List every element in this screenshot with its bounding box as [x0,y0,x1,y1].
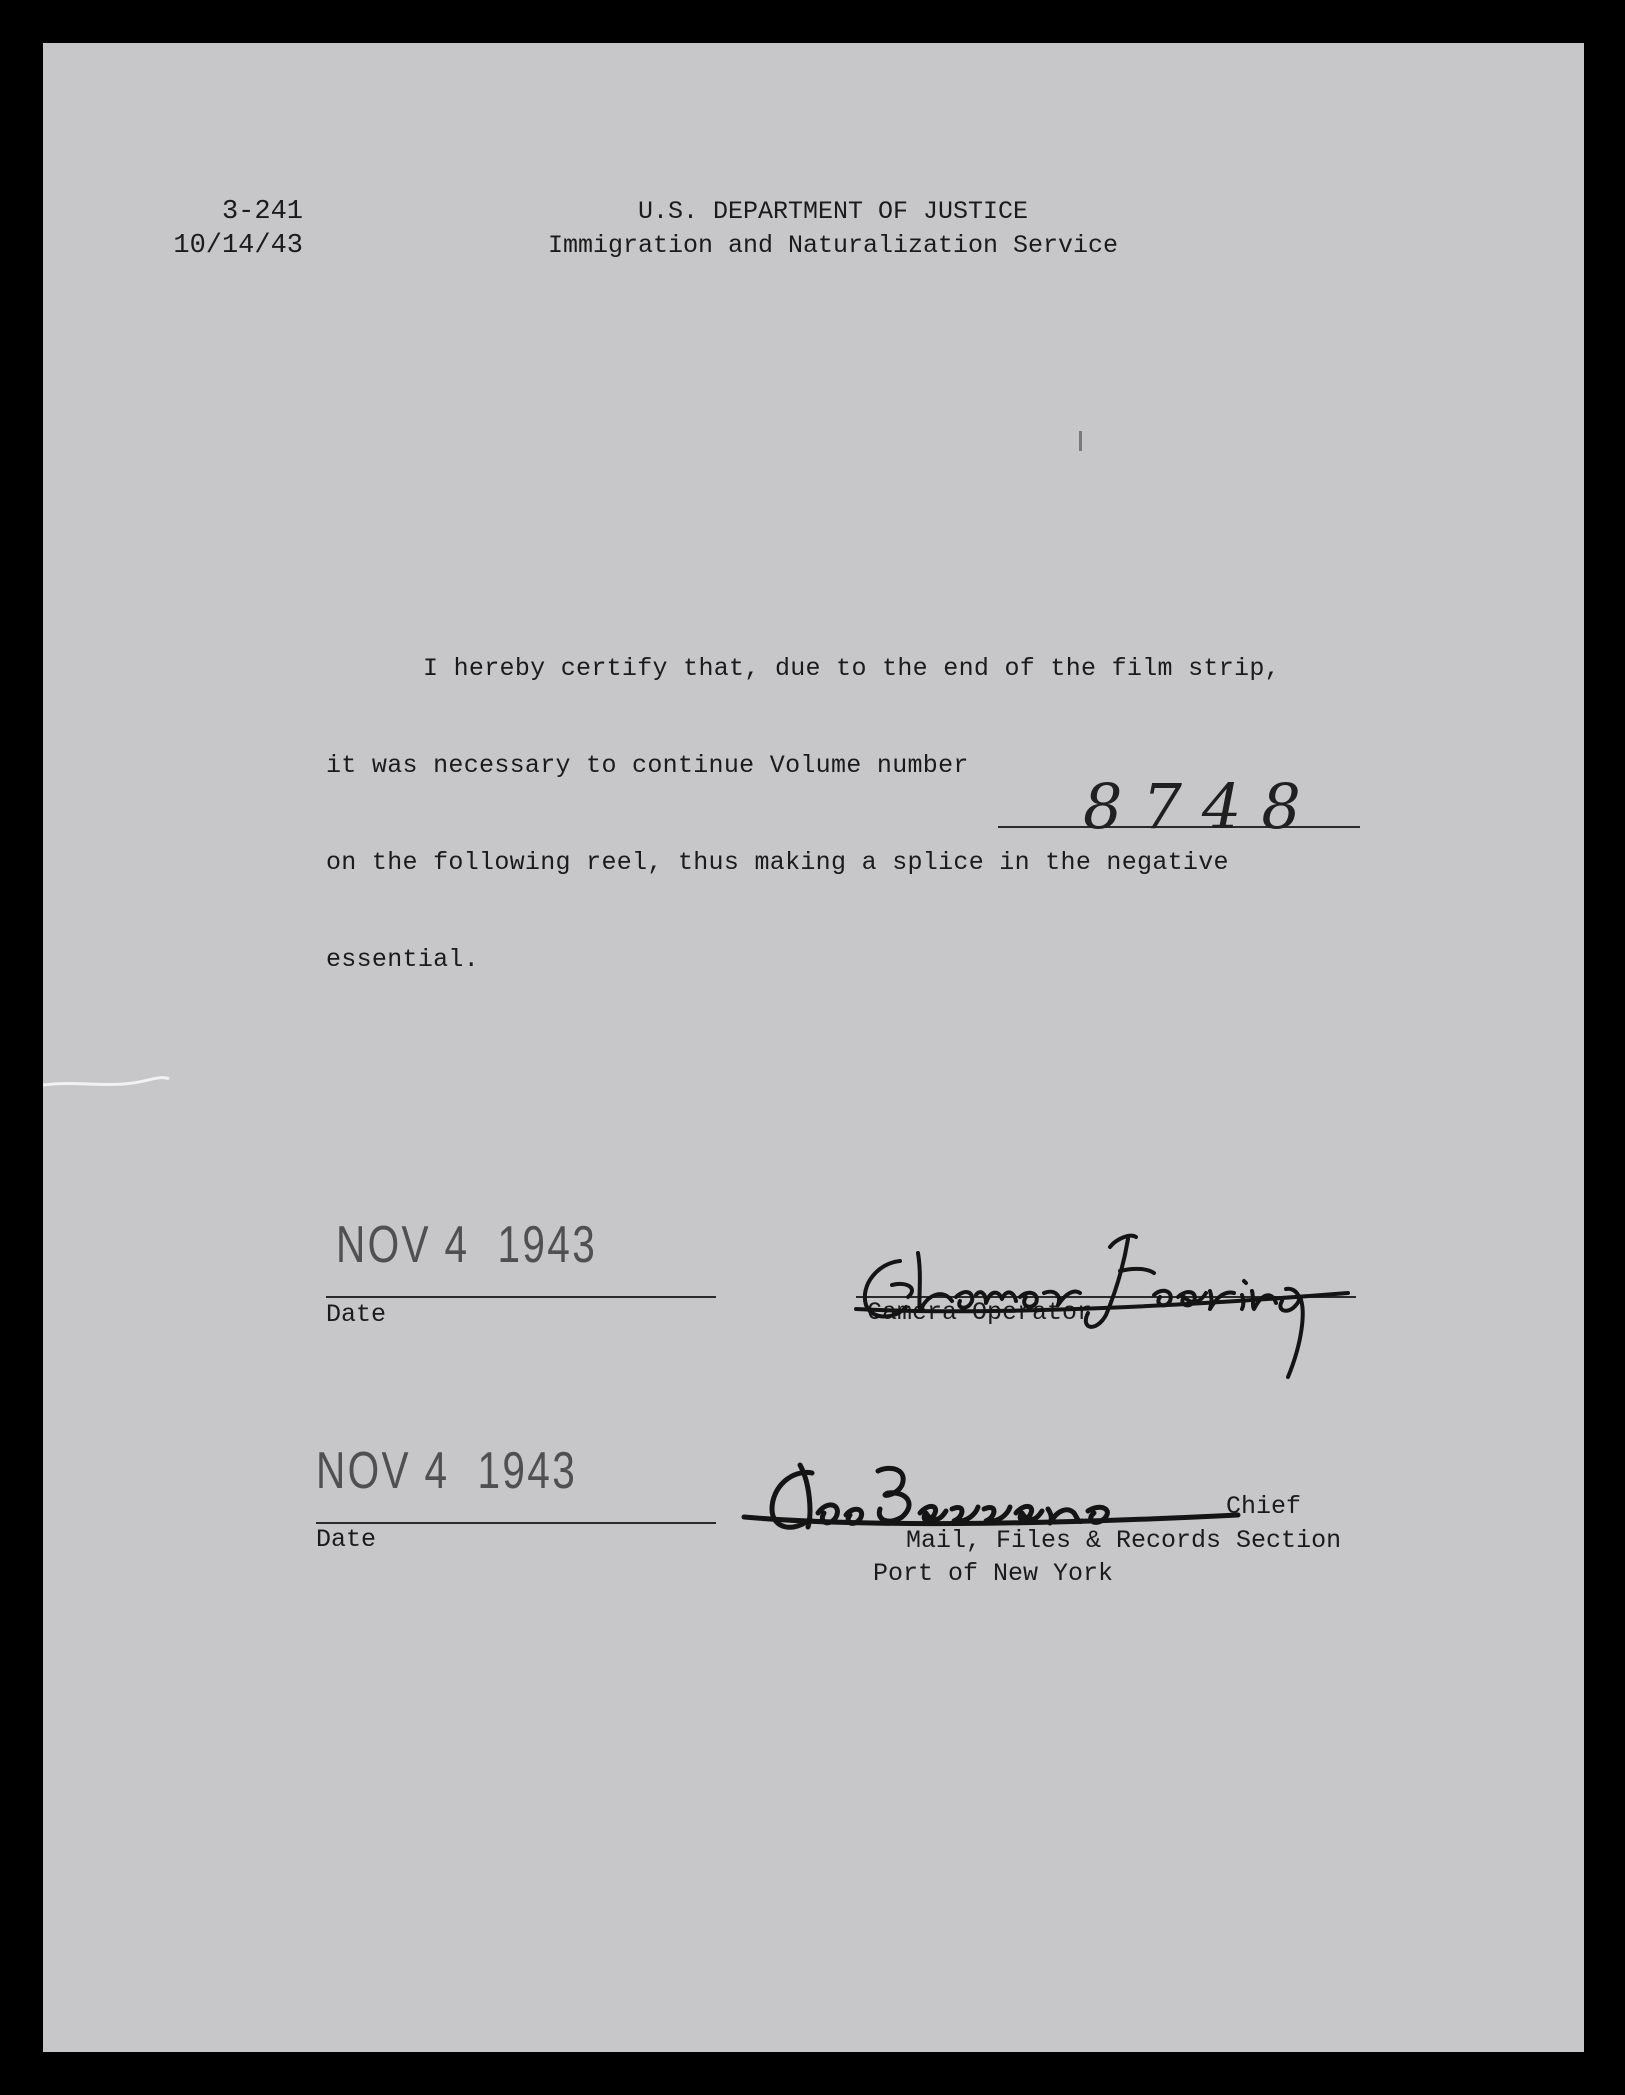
scan-artifact [43,1063,173,1103]
stamp-2-month-day: NOV 4 [316,1442,450,1500]
form-identifier [43,195,303,263]
stamp-1-year: 1943 [497,1216,598,1274]
volume-number: 8748 [1083,770,1321,843]
date-label-1: Date [326,1300,387,1329]
date-stamp-2 [316,1441,577,1501]
chief-title: Chief [1226,1492,1302,1521]
form-date: 10/14/43 [173,231,303,261]
camera-operator-label: Camera Operator [867,1298,1093,1327]
service-name: Immigration and Naturalization Service [547,231,1119,260]
form-number: 3-241 [221,197,303,227]
stamp-1-month-day: NOV 4 [336,1216,470,1274]
body-line-3: on the following reel, thus making a splice in the negative [326,848,1229,877]
date-line-2 [316,1522,716,1524]
stamp-2-year: 1943 [477,1442,578,1500]
chief-signature [738,1443,1258,1553]
body-line-4: essential. [326,945,480,974]
date-label-2: Date [316,1525,377,1554]
agency-name: U.S. DEPARTMENT OF JUSTICE [637,197,1029,226]
camera-operator-signature [848,1193,1378,1393]
section-title: Mail, Files & Records Section [906,1526,1342,1555]
date-stamp-1 [336,1215,597,1275]
scan-speck [1079,431,1082,451]
body-line-1: I hereby certify that, due to the end of the film strip, [423,654,1280,683]
port-name: Port of New York [873,1559,1114,1588]
document-page [43,43,1584,2052]
body-line-2: it was necessary to continue Volume number [326,751,969,780]
date-line-1 [326,1296,716,1298]
